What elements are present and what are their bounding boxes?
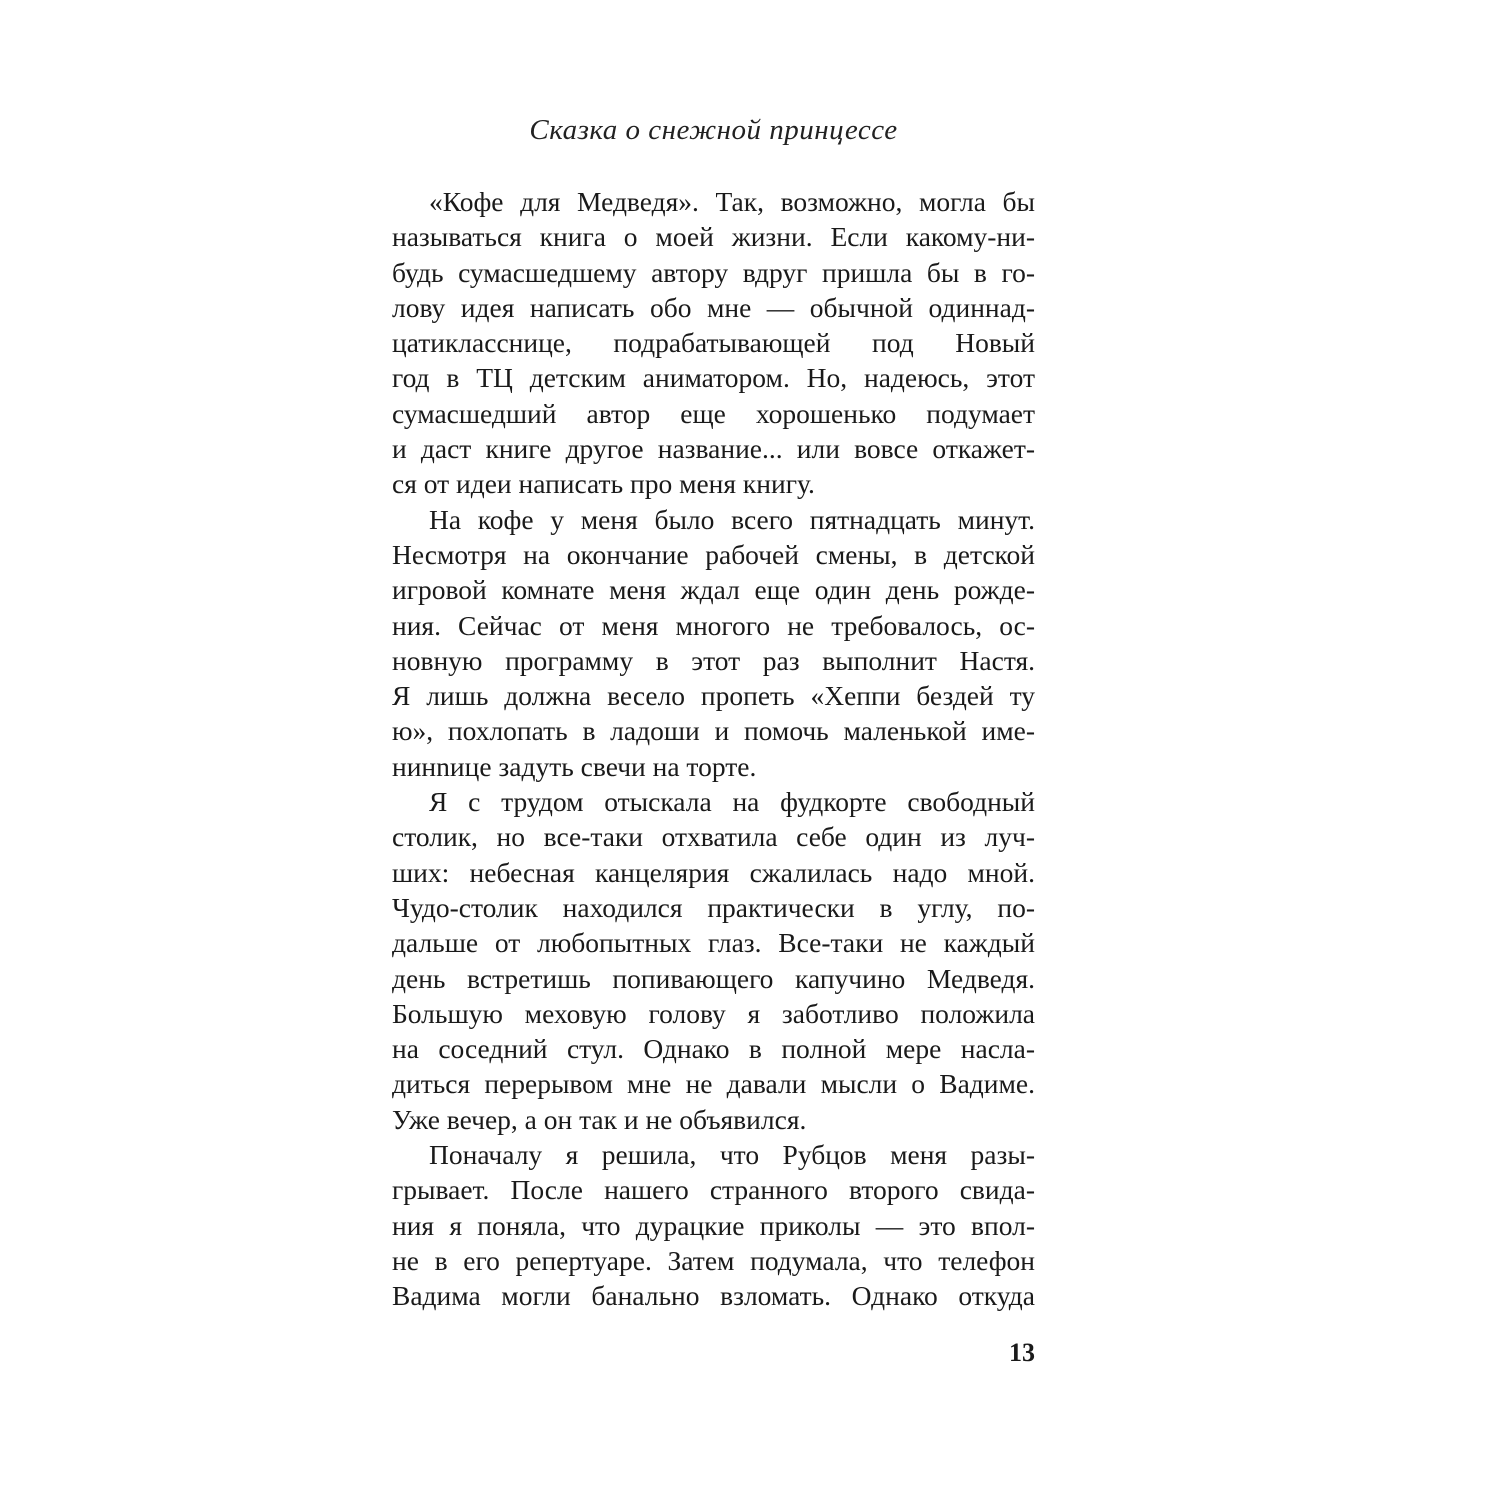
text-line: Несмотря на окончание рабочей смены, в детской — [392, 538, 1035, 570]
text-line: Я лишь должна весело пропеть «Хеппи бездей ту — [392, 680, 1035, 712]
text-line: цатикласснице, подрабатывающей под Новый — [392, 327, 1035, 359]
text-line: диться перерывом мне не давали мысли о Вадиме. — [392, 1068, 1035, 1100]
text-line: ния я поняла, что дурацкие приколы — это впол- — [392, 1209, 1035, 1241]
text-line: дальше от любопытных глаз. Все-таки не каждый — [392, 927, 1035, 959]
text-line: на соседний стул. Однако в полной мере насла- — [392, 1033, 1035, 1065]
text-line: ния. Сейчас от меня многого не требовалось, ос- — [392, 609, 1035, 641]
text-line: столик, но все-таки отхватила себе один из луч- — [392, 821, 1035, 853]
text-line: и даст книге другое название... или вовсе откажет- — [392, 433, 1035, 465]
text-line: игровой комнате меня ждал еще один день рожде- — [392, 574, 1035, 606]
text-line: будь сумасшедшему автору вдруг пришла бы в го- — [392, 256, 1035, 288]
text-line: Чудо-столик находился практически в углу, по- — [392, 891, 1035, 923]
text-line: день встретишь попивающего капучино Медведя. — [392, 962, 1035, 994]
text-line: ю», похлопать в ладоши и помочь маленькой име- — [392, 715, 1035, 747]
text-line: называться книга о моей жизни. Если какому-ни- — [392, 221, 1035, 253]
running-head: Сказка о снежной принцессе — [529, 114, 898, 146]
text-line: лову идея написать обо мне — обычной одиннад- — [392, 291, 1035, 323]
text-line: не в его репертуаре. Затем подумала, что телефон — [392, 1244, 1035, 1276]
text-line: новную программу в этот раз выполнит Настя. — [392, 644, 1035, 676]
text-line: год в ТЦ детским аниматором. Но, надеюсь, этот — [392, 362, 1035, 394]
text-line: сумасшедший автор еще хорошенько подумает — [392, 397, 1035, 429]
text-line: Уже вечер, а он так и не объявился. — [392, 1103, 807, 1135]
text-line: ших: небесная канцелярия сжалилась надо мной. — [392, 856, 1035, 888]
page-number: 13 — [1009, 1338, 1035, 1367]
text-line: Большую меховую голову я заботливо положила — [392, 997, 1035, 1029]
text-line: грывает. После нашего странного второго свида- — [392, 1174, 1035, 1206]
text-line: «Кофе для Медведя». Так, возможно, могла бы — [429, 186, 1035, 217]
text-line: Вадима могли банально взломать. Однако откуда — [392, 1280, 1035, 1312]
text-line: Я с трудом отыскала на фудкорте свободный — [429, 786, 1035, 818]
book-page — [392, 110, 1035, 1390]
text-line: ся от идеи написать про меня книгу. — [392, 468, 815, 500]
text-line: Поначалу я решила, что Рубцов меня разы- — [429, 1139, 1035, 1171]
body-text — [392, 184, 1035, 1314]
text-line: нинnице задуть свечи на торте. — [392, 750, 757, 782]
text-line: На кофе у меня было всего пятнадцать минут. — [429, 503, 1035, 535]
